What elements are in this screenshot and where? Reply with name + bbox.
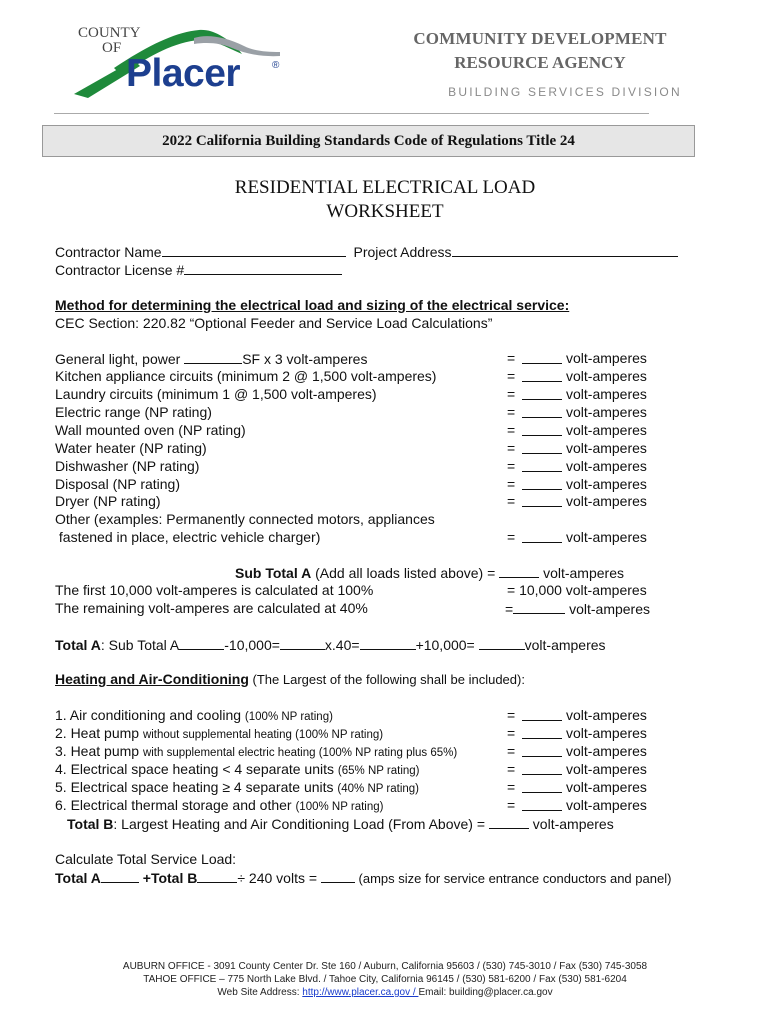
county-logo [74, 24, 284, 104]
result-field[interactable] [522, 417, 562, 418]
total-a-field-2[interactable] [280, 636, 325, 650]
result-field[interactable] [522, 720, 562, 721]
service-heading: Calculate Total Service Load: [55, 851, 237, 867]
load-row: Electric range (NP rating) = volt-amperes [55, 404, 647, 420]
result-field[interactable] [522, 810, 562, 811]
logo-registered-mark: ® [272, 60, 280, 71]
result-field[interactable] [522, 471, 562, 472]
contractor-name-label: Contractor Name [55, 244, 162, 260]
agency-line2: RESOURCE AGENCY [454, 53, 626, 72]
total-a-field-3[interactable] [360, 636, 416, 650]
result-field[interactable] [522, 506, 562, 507]
result-field[interactable] [522, 756, 562, 757]
remaining-label: The remaining volt-amperes are calculated at 40% [55, 600, 368, 616]
remaining-field[interactable] [513, 600, 565, 614]
load-row: Wall mounted oven (NP rating) = volt-amperes [55, 422, 647, 438]
service-total-b-field[interactable] [197, 869, 237, 883]
hvac-row: 4. Electrical space heating < 4 separate units (65% NP rating) = volt-amperes [55, 761, 647, 777]
load-row: Kitchen appliance circuits (minimum 2 @ 1,500 volt-amperes) = volt-amperes [55, 368, 647, 384]
method-heading: Method for determining the electrical load and sizing of the electrical service: [55, 297, 570, 313]
project-address-field[interactable] [452, 243, 678, 257]
hvac-row: 6. Electrical thermal storage and other (100% NP rating) = volt-amperes [55, 797, 647, 813]
total-b-label: Total B [67, 816, 114, 832]
result-field[interactable] [522, 738, 562, 739]
worksheet-title-line1: RESIDENTIAL ELECTRICAL LOAD [234, 177, 536, 198]
hvac-row: 5. Electrical space heating ≥ 4 separate units (40% NP rating) = volt-amperes [55, 779, 647, 795]
general-light-label: General light, power [55, 351, 185, 367]
result-field[interactable] [522, 542, 562, 543]
contractor-license-row [55, 261, 342, 279]
remaining-value: = volt-amperes [505, 601, 650, 617]
load-row: Disposal (NP rating) = volt-amperes [55, 476, 647, 492]
email-text: Email: building@placer.ca.gov [418, 987, 553, 998]
agency-block [390, 29, 690, 99]
total-a-row: Total A: Sub Total A -10,000= x.40= +10,000= volt-amperes [55, 637, 606, 653]
code-title: 2022 California Building Standards Code of Regulations Title 24 [162, 132, 575, 149]
result-field[interactable] [522, 489, 562, 490]
hvac-heading: Heating and Air-Conditioning [55, 671, 249, 687]
subtotal-a-row: Sub Total A (Add all loads listed above) = volt-amperes [235, 565, 624, 581]
logo-of-text: OF [102, 40, 122, 56]
header-divider [54, 113, 649, 114]
result-field[interactable] [522, 453, 562, 454]
hvac-note: (The Largest of the following shall be included): [248, 672, 525, 687]
load-row-other: fastened in place, electric vehicle charger) = volt-amperes [55, 529, 647, 545]
total-a-label: Total A [55, 637, 101, 653]
service-total-b-label: +Total B [138, 870, 198, 886]
load-row: Water heater (NP rating) = volt-amperes [55, 440, 647, 456]
load-row: Dryer (NP rating) = volt-amperes [55, 493, 647, 509]
square-feet-field[interactable] [184, 350, 242, 364]
logo-county-text: COUNTY [78, 25, 141, 41]
hvac-row: 1. Air conditioning and cooling (100% NP rating) = volt-amperes [55, 707, 647, 723]
agency-line1: COMMUNITY DEVELOPMENT [413, 29, 667, 48]
first-10000-value: = 10,000 volt-amperes [507, 582, 647, 598]
contractor-license-field[interactable] [184, 261, 342, 275]
service-total-a-field[interactable] [101, 869, 139, 883]
total-a-field-1[interactable] [179, 636, 224, 650]
load-row: Dishwasher (NP rating) = volt-amperes [55, 458, 647, 474]
hvac-row: 3. Heat pump with supplemental electric heating (100% NP rating plus 65%) = volt-amperes [55, 743, 647, 759]
subtotal-a-field[interactable] [499, 564, 539, 578]
website-link[interactable]: http://www.placer.ca.gov / [302, 987, 419, 998]
hvac-heading-row [55, 671, 525, 688]
division-name: BUILDING SERVICES DIVISION [448, 85, 682, 99]
footer-tahoe: TAHOE OFFICE – 775 North Lake Blvd. / Tahoe City, California 96145 / (530) 581-6200 / Fax (530) 581-6204 [143, 974, 627, 985]
service-row: Total A +Total B ÷ 240 volts = (amps size for service entrance conductors and panel) [55, 870, 672, 886]
logo-placer-text: Placer [126, 52, 241, 95]
contractor-name-field[interactable] [162, 243, 346, 257]
first-10000-label: The first 10,000 volt-amperes is calculated at 100% [55, 582, 374, 598]
result-field[interactable] [522, 381, 562, 382]
amps-field[interactable] [321, 869, 355, 883]
result-field[interactable] [522, 363, 562, 364]
total-a-field-4[interactable] [479, 636, 525, 650]
load-row-general-light: General light, power SF x 3 volt-amperes = volt-amperes [55, 350, 647, 367]
subtotal-a-label: Sub Total A [235, 565, 312, 581]
project-address-label: Project Address [353, 244, 452, 260]
result-field[interactable] [522, 399, 562, 400]
load-row: Laundry circuits (minimum 1 @ 1,500 volt-amperes) = volt-amperes [55, 386, 647, 402]
other-loads-label-line1: Other (examples: Permanently connected motors, appliances [55, 511, 435, 527]
total-b-field[interactable] [489, 815, 529, 829]
footer-web: Web Site Address: http://www.placer.ca.gov / Email: building@placer.ca.gov [217, 987, 553, 998]
worksheet-title-line2: WORKSHEET [326, 201, 444, 222]
result-field[interactable] [522, 435, 562, 436]
total-b-row: Total B: Largest Heating and Air Conditioning Load (From Above) = volt-amperes [67, 816, 614, 832]
general-light-suffix: SF x 3 volt-amperes [242, 351, 368, 367]
result-field[interactable] [522, 774, 562, 775]
contractor-name-row [55, 243, 678, 261]
service-total-a-label: Total A [55, 870, 101, 886]
cec-section: CEC Section: 220.82 “Optional Feeder and Service Load Calculations” [55, 315, 493, 331]
code-title-box [42, 125, 695, 157]
contractor-license-label: Contractor License # [55, 262, 185, 278]
result-field[interactable] [522, 792, 562, 793]
footer-auburn: AUBURN OFFICE - 3091 County Center Dr. Ste 160 / Auburn, California 95603 / (530) 745-3010 / Fax (530) 745-3058 [122, 961, 648, 972]
hvac-row: 2. Heat pump without supplemental heating (100% NP rating) = volt-amperes [55, 725, 647, 741]
